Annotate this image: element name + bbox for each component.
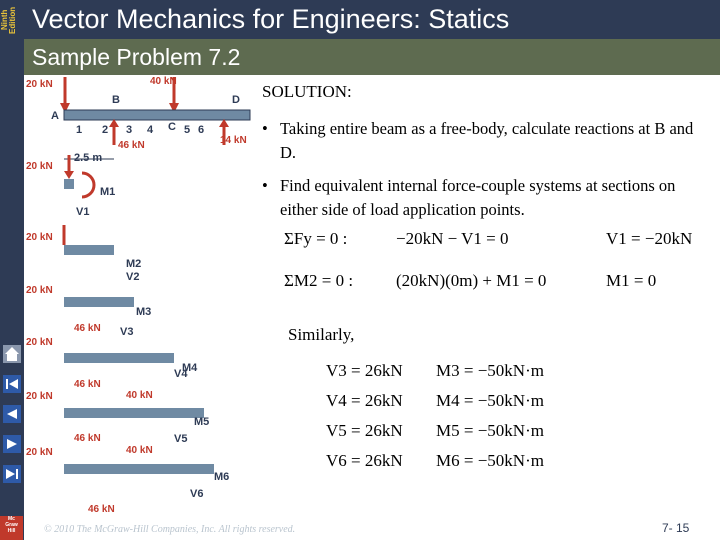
home-button[interactable] <box>2 344 22 364</box>
fb4-m-label: M4 <box>182 362 198 374</box>
fb2-beam <box>64 245 114 255</box>
dimension-label: 2.5 m <box>74 152 103 164</box>
section-6-label: 6 <box>198 124 205 136</box>
fb5-reaction-label: 46 kN <box>74 433 101 444</box>
fb5-load-label: 20 kN <box>26 391 53 402</box>
fb1-m-label: M1 <box>100 186 116 198</box>
fb3-load-label: 20 kN <box>26 285 53 296</box>
eq2-lhs: ΣM2 = 0 : <box>284 271 354 290</box>
fb1-load-arrowhead <box>64 171 74 179</box>
fb1-v-label: V1 <box>76 206 90 218</box>
beam-free-body-figure <box>24 75 260 515</box>
fb6-m-label: M6 <box>214 471 230 483</box>
bullet-text: Taking entire beam as a free-body, calculate reactions at B and D. <box>280 119 694 162</box>
reaction-d-label: 14 kN <box>220 135 247 146</box>
eq1-lhs: ΣFy = 0 : <box>284 229 348 248</box>
top-load-left-label: 20 kN <box>26 79 53 90</box>
section-3-label: 3 <box>126 124 133 136</box>
fb5-m-label: M5 <box>194 416 210 428</box>
fb1-load-label: 20 kN <box>26 161 53 172</box>
point-d-label: D <box>232 94 240 106</box>
edition-label: Ninth Edition <box>0 6 17 34</box>
eq2-rhs: M1 = 0 <box>606 271 657 290</box>
fb4-v-label: V4 <box>174 368 188 380</box>
fb6-load-label: 20 kN <box>26 447 53 458</box>
first-slide-icon <box>2 374 22 394</box>
fb5-beam <box>64 408 204 418</box>
next-slide-icon <box>2 434 22 454</box>
result-v5: V5 = 26kN <box>326 421 403 440</box>
result-m5: M5 = −50kN·m <box>436 421 544 440</box>
fb5-v-label: V5 <box>174 433 188 445</box>
first-slide-button[interactable] <box>2 374 22 394</box>
fb2-load-label: 20 kN <box>26 232 53 243</box>
fb1-beam <box>64 179 74 189</box>
result-m4: M4 = −50kN·m <box>436 391 544 410</box>
home-icon <box>2 344 22 364</box>
prev-slide-button[interactable] <box>2 404 22 424</box>
fb6-beam <box>64 464 214 474</box>
section-5-label: 5 <box>184 124 191 136</box>
fb4-beam <box>64 353 174 363</box>
fb3-m-label: M3 <box>136 306 152 318</box>
publisher-logo: Mc Graw Hill <box>0 516 23 540</box>
section-4-label: 4 <box>147 124 154 136</box>
prev-slide-icon <box>2 404 22 424</box>
fb1-moment-arrow <box>82 173 94 197</box>
result-v4: V4 = 26kN <box>326 391 403 410</box>
page-title: Vector Mechanics for Engineers: Statics <box>32 4 510 34</box>
fb6-reaction-label: 46 kN <box>88 504 115 515</box>
fb4-reaction-label: 46 kN <box>74 379 101 390</box>
fb3-reaction-label: 46 kN <box>74 323 101 334</box>
top-load-right-label: 40 kN <box>150 76 177 87</box>
solution-bullet-2 <box>262 174 702 224</box>
fb6-v-label: V6 <box>190 488 204 500</box>
fb3-beam <box>64 297 134 307</box>
result-v6: V6 = 26kN <box>326 451 403 470</box>
eq1-rhs: V1 = −20kN <box>606 229 693 248</box>
free-body-rows <box>26 225 229 515</box>
result-v3: V3 = 26kN <box>326 361 403 380</box>
solution-heading: SOLUTION: <box>262 82 352 101</box>
result-m6: M6 = −50kN·m <box>436 451 544 470</box>
point-b-label: B <box>112 94 120 106</box>
slide-title: Sample Problem 7.2 <box>32 44 241 70</box>
eq2-mid: (20kN)(0m) + M1 = 0 <box>396 271 547 290</box>
point-a-label: A <box>51 110 59 122</box>
fb6-load40-label: 40 kN <box>126 445 153 456</box>
fb2-m-label: M2 <box>126 258 142 270</box>
bullet-dot: • <box>262 176 268 195</box>
result-m3: M3 = −50kN·m <box>436 361 544 380</box>
similarly-label: Similarly, <box>288 325 355 344</box>
eq1-mid: −20kN − V1 = 0 <box>396 229 509 248</box>
reaction-b-label: 46 kN <box>118 140 145 151</box>
bullet-dot: • <box>262 119 268 138</box>
fb2-v-label: V2 <box>126 271 140 283</box>
fb5-load40-label: 40 kN <box>126 390 153 401</box>
section-2-label: 2 <box>102 124 109 136</box>
section-1-label: 1 <box>76 124 83 136</box>
solution-bullet-1 <box>262 117 702 167</box>
fb3-v-label: V3 <box>120 326 134 338</box>
point-c-label: C <box>168 121 176 133</box>
last-slide-button[interactable] <box>2 464 22 484</box>
copyright-footer: © 2010 The McGraw-Hill Companies, Inc. All rights reserved. <box>44 524 296 535</box>
last-slide-icon <box>2 464 22 484</box>
bullet-text: Find equivalent internal force-couple systems at sections on either side of load application points. <box>280 176 676 219</box>
next-slide-button[interactable] <box>2 434 22 454</box>
top-beam <box>64 110 250 120</box>
fb4-load-label: 20 kN <box>26 337 53 348</box>
page-number: 7- 15 <box>662 521 690 535</box>
